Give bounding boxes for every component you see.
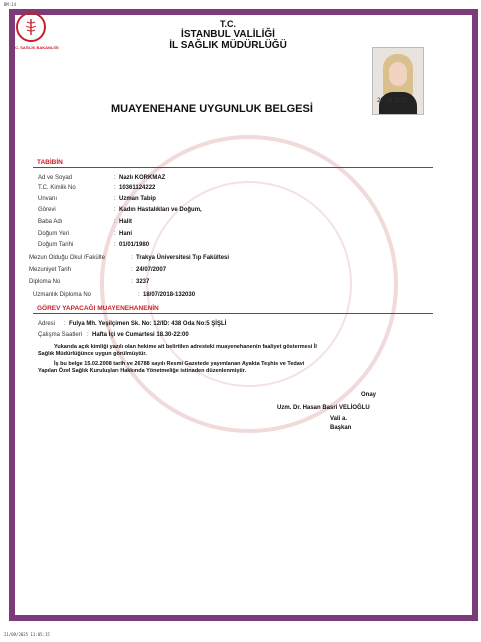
header-line-1: T.C. bbox=[219, 19, 236, 29]
ministry-logo bbox=[16, 12, 46, 42]
section-title-tabip: TABİBİN bbox=[37, 159, 63, 166]
photo-date-stamp: 22.09.2025 bbox=[377, 98, 408, 104]
portrait-photo bbox=[372, 47, 424, 115]
body-paragraph-1-line-2: Sağlık Müdürlüğünce uygun görülmüştür. bbox=[38, 351, 147, 357]
caduceus-icon bbox=[21, 17, 41, 37]
hours-value: Hafta İçi ve Cumartesi 18.30-22:00 bbox=[92, 332, 189, 338]
grad-date-value: 24/07/2007 bbox=[136, 267, 167, 273]
address-label: Adresi bbox=[38, 321, 56, 327]
document-title: MUAYENEHANE UYGUNLUK BELGESİ bbox=[111, 103, 313, 115]
approval-label: Onay bbox=[361, 392, 377, 398]
field-value-birthplace: Hani bbox=[119, 231, 133, 237]
field-value-title: Uzman Tabip bbox=[119, 196, 156, 202]
diploma-label: Diploma No bbox=[29, 279, 61, 285]
header-line-2: İSTANBUL VALİLİĞİ bbox=[181, 29, 275, 40]
field-label: Unvanı bbox=[38, 196, 58, 202]
field-label: Baba Adı bbox=[38, 219, 63, 225]
field-label: Doğum Yeri bbox=[38, 231, 70, 237]
signatory-role-2: Başkan bbox=[330, 425, 352, 431]
field-label: Doğum Tarihi bbox=[38, 242, 74, 248]
grad-date-label: Mezuniyet Tarih bbox=[29, 267, 71, 273]
school-label: Mezun Olduğu Okul /Fakülte bbox=[29, 255, 106, 261]
field-value-duty: Kadın Hastalıkları ve Doğum, bbox=[119, 207, 202, 213]
body-paragraph-2-line-2: Yapılan Özel Sağlık Kuruluşları Hakkında Yönetmeliğe istinaden düzenlenmiştir. bbox=[38, 368, 247, 374]
field-value-tc-no: 10361124222 bbox=[119, 185, 156, 191]
field-label: Ad ve Soyad bbox=[38, 175, 73, 181]
signatory-name: Uzm. Dr. Hasan Basri VELİOĞLU bbox=[277, 405, 370, 411]
hours-label: Çalışma Saatleri bbox=[38, 332, 83, 338]
diploma-value: 3237 bbox=[136, 279, 150, 285]
body-paragraph-1-line-1: Yukarıda açık kimliği yazılı olan hekime ait belirtilen adresteki muayenehanenin faaliyet göstermesi İl bbox=[54, 344, 317, 350]
specialty-diploma-value: 18/07/2018-132030 bbox=[143, 292, 196, 298]
body-paragraph-2-line-1: İş bu belge 15.02.2008 tarih ve 26788 sayılı Resmi Gazetede yayımlanan Ayakta Teşhis ve Tedavi bbox=[54, 361, 305, 367]
field-label: T.C. Kimlik No bbox=[38, 185, 76, 191]
address-value: Fulya Mh. Yeşilçimen Sk. No: 12/ID: 438 Oda No:5 ŞİŞLİ bbox=[69, 321, 227, 327]
header-line-3: İL SAĞLIK MÜDÜRLÜĞÜ bbox=[169, 40, 287, 51]
specialty-diploma-label: Uzmanlık Diploma No bbox=[33, 292, 92, 298]
field-value-father: Halit bbox=[119, 219, 133, 225]
field-value-birthdate: 01/01/1980 bbox=[119, 242, 150, 248]
signatory-role-1: Vali a. bbox=[330, 416, 348, 422]
section-title-clinic: GÖREV YAPACAĞI MUAYENEHANENİN bbox=[37, 305, 159, 312]
footer-timestamp: 21/09/2025 11:05:15 bbox=[4, 632, 50, 637]
field-value-name: Nazlı KORKMAZ bbox=[119, 175, 166, 181]
logo-caption: T.C. SAĞLIK BAKANLIĞI bbox=[12, 45, 59, 50]
header-code: BM:14 bbox=[4, 2, 17, 7]
school-value: Trakya Üniversitesi Tıp Fakültesi bbox=[136, 255, 230, 261]
section-rule-clinic bbox=[33, 313, 433, 314]
field-label: Görevi bbox=[38, 207, 56, 213]
section-rule-tabip bbox=[33, 167, 433, 168]
